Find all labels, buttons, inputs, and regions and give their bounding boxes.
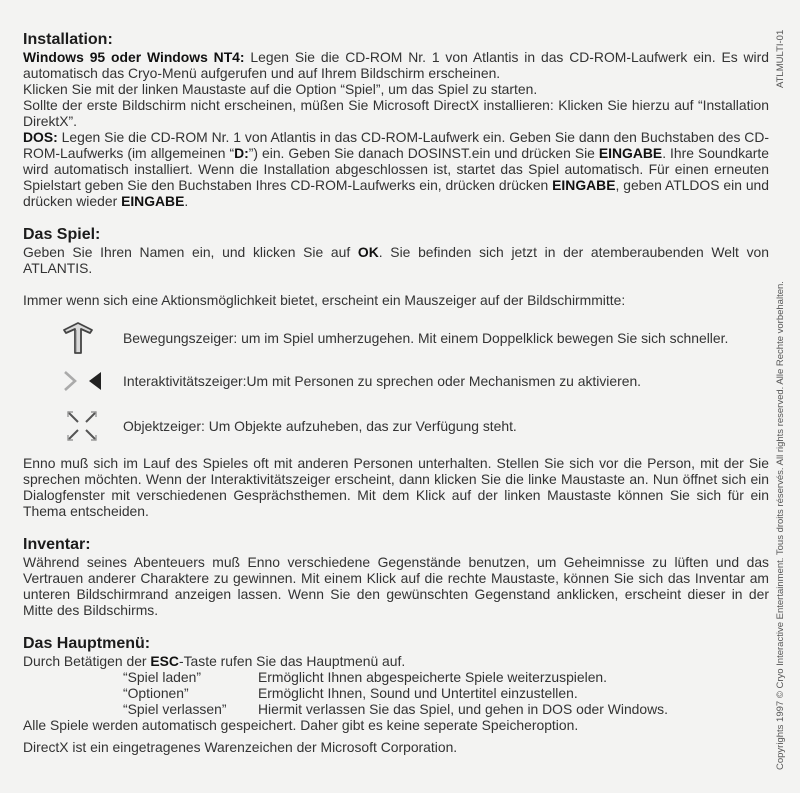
copyright-notice: Copyrights 1997 © Cryo Interactive Entertainment. Tous droits réservés. All rights reserved. Alle Rechte vorbehalten. xyxy=(775,281,786,770)
ok-key: OK xyxy=(357,244,379,260)
menu-option-row xyxy=(123,685,769,701)
dos-label: DOS: xyxy=(23,129,58,145)
menu-option-key: “Spiel verlassen” xyxy=(123,701,227,717)
pointer-text: Bewegungszeiger: um im Spiel umherzugehen. Mit einem Doppelklick bewegen Sie sich schneller. xyxy=(123,329,729,346)
pointer-text: Objektzeiger: Um Objekte aufzuheben, das zur Verfügung steht. xyxy=(123,418,517,434)
spiel-heading: Das Spiel: xyxy=(23,226,101,243)
menu-option-desc: Ermöglicht Ihnen abgespeicherte Spiele weiterzuspielen. xyxy=(258,669,608,685)
menu-option-key: “Spiel laden” xyxy=(123,669,201,685)
eingabe-key: EINGABE xyxy=(121,193,185,209)
menu-option-desc: Hiermit verlassen Sie das Spiel, und gehen in DOS oder Windows. xyxy=(258,701,668,717)
dialog-paragraph: Enno muß sich im Lauf des Spieles oft mit anderen Personen unterhalten. Stellen Sie sich vor die Person, mit der Sie sprechen möchten. Wenn der Interaktivitätszeiger erscheint, dann klicken Sie die linke Maustaste an. Nun öffnet sich ein Dialogfenster mit verschiedenen Gesprächsthemen. Mit dem Klick auf der linken Maustaste können Sie sich für ein Thema entscheiden. xyxy=(23,455,769,519)
dos-drive: D: xyxy=(234,145,249,161)
installation-heading: Installation: xyxy=(23,31,113,48)
menu-option-row xyxy=(123,669,769,685)
spiel-intro-paragraph: Geben Sie Ihren Namen ein, und klicken Sie auf OK. Sie befinden sich jetzt in der atemberaubenden Welt von ATLANTIS. xyxy=(23,244,769,276)
menu-option-key: “Optionen” xyxy=(123,685,189,701)
installation-windows-paragraph xyxy=(23,49,769,81)
save-paragraph: Alle Spiele werden automatisch gespeichert. Daher gibt es keine seperate Speicheroption. xyxy=(23,717,579,733)
installation-directx-paragraph: Sollte der erste Bildschirm nicht erscheinen, müßen Sie Microsoft DirectX installieren: Klicken Sie hierzu auf “Installation DirektX”. xyxy=(23,97,769,129)
movement-pointer-icon xyxy=(61,318,123,358)
sidebar-vertical-text xyxy=(774,0,792,793)
interaction-pointer-icon xyxy=(61,361,123,401)
object-pointer-icon xyxy=(61,406,123,446)
windows-label: Windows 95 oder Windows NT4: xyxy=(23,49,245,65)
installation-click-paragraph: Klicken Sie mit der linken Maustaste auf die Option “Spiel”, um das Spiel zu starten. xyxy=(23,81,538,97)
manual-content xyxy=(23,30,769,755)
pointer-row-movement xyxy=(61,316,769,359)
inventar-heading: Inventar: xyxy=(23,536,91,553)
document-code: ATLMULTI-01 xyxy=(775,29,786,88)
pointer-row-interaction xyxy=(61,359,769,402)
menu-option-desc: Ermöglicht Ihnen, Sound und Untertitel einzustellen. xyxy=(258,685,578,701)
pointer-row-object xyxy=(61,402,769,450)
eingabe-key: EINGABE xyxy=(552,177,616,193)
eingabe-key: EINGABE xyxy=(598,145,663,161)
pointer-intro-paragraph: Immer wenn sich eine Aktionsmöglichkeit bietet, erscheint ein Mauszeiger auf der Bildschirmmitte: xyxy=(23,292,626,308)
installation-dos-paragraph: DOS: Legen Sie die CD-ROM Nr. 1 von Atlantis in das CD-ROM-Laufwerk ein. Geben Sie dann den Buchstaben des CD-ROM-Laufwerks (im allgemeinen “D:”) ein. Geben Sie danach DOSINST.ein und drücken Sie EINGABE. Ihre Soundkarte wird automatisch installiert. Wenn die Installation abgeschlossen ist, startet das Spiel automatisch. Für einen erneuten Spielstart geben Sie den Buchstaben Ihres CD-ROM-Laufwerks ein, drücken drücken EINGABE, geben ATLDOS ein und drücken wieder EINGABE. xyxy=(23,129,769,209)
trademark-paragraph: DirectX ist ein eingetragenes Warenzeichen der Microsoft Corporation. xyxy=(23,739,458,755)
hauptmenu-heading: Das Hauptmenü: xyxy=(23,635,151,652)
pointer-text: Interaktivitätszeiger:Um mit Personen zu sprechen oder Mechanismen zu aktivieren. xyxy=(123,372,642,389)
menu-option-row xyxy=(123,701,769,717)
hauptmenu-intro: Durch Betätigen der ESC-Taste rufen Sie das Hauptmenü auf. xyxy=(23,653,406,669)
esc-key: ESC xyxy=(150,653,179,669)
inventar-paragraph: Während seines Abenteuers muß Enno verschiedene Gegenstände benutzen, um Geheimnisse zu lüften und das Vertrauen anderer Charaktere zu gewinnen. Mit einem Klick auf die rechte Maustaste, können Sie sich das Inventar am unteren Bildschirmrand anzeigen lassen. Wenn Sie den gewünschten Gegenstand anklicken, erscheint dieser in der Mitte des Bildschirms. xyxy=(23,554,769,618)
windows-text: Legen Sie die CD-ROM Nr. 1 von Atlantis in das CD-ROM-Laufwerk ein. Es wird automatisch das Cryo-Menü aufgerufen und auf Ihrem Bildschirm erscheinen. xyxy=(23,49,769,81)
